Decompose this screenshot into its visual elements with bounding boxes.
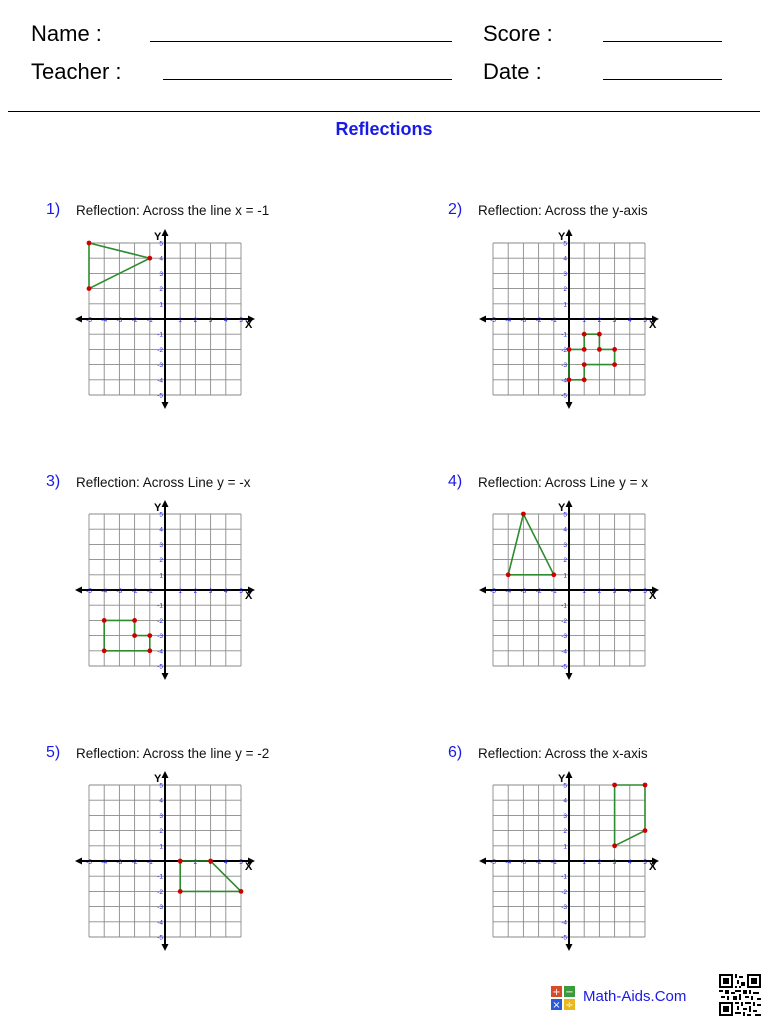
x-tick-label: 1	[582, 859, 587, 866]
y-tick-label: -3	[561, 904, 567, 912]
y-tick-label: -5	[157, 663, 163, 671]
y-tick-label: 2	[563, 286, 567, 294]
svg-text:÷: ÷	[565, 1000, 574, 1010]
y-tick-label: 1	[159, 843, 163, 851]
figure-vertex	[132, 618, 137, 623]
x-tick-label: -3	[520, 317, 527, 324]
y-tick-label: 5	[563, 240, 567, 248]
x-axis-left-arrow	[479, 858, 486, 865]
figure-vertex	[582, 377, 587, 382]
x-tick-label: -2	[535, 317, 542, 324]
x-tick-label: -4	[505, 588, 512, 595]
x-tick-label: 4	[223, 317, 228, 324]
x-tick-label: -2	[535, 859, 542, 866]
y-tick-label: 1	[563, 301, 567, 309]
y-tick-label: 1	[563, 572, 567, 580]
y-tick-label: 4	[563, 526, 567, 534]
figure-vertex	[551, 572, 556, 577]
y-axis-down-arrow	[566, 944, 573, 951]
x-axis-left-arrow	[75, 587, 82, 594]
y-tick-label: 2	[563, 828, 567, 836]
y-tick-label: -2	[561, 888, 567, 896]
x-tick-label: 5	[239, 317, 243, 324]
figure-vertex	[643, 783, 648, 788]
y-tick-label: 4	[563, 797, 567, 805]
x-tick-label: -4	[101, 588, 108, 595]
x-tick-label: -4	[101, 317, 108, 324]
y-axis-down-arrow	[566, 673, 573, 680]
x-tick-label: -4	[101, 859, 108, 866]
y-axis-down-arrow	[162, 402, 169, 409]
x-tick-label: -1	[146, 859, 153, 866]
x-tick-label: -3	[520, 859, 527, 866]
problem-2-text: Reflection: Across the y-axis	[478, 203, 648, 218]
problem-4-number: 4)	[448, 473, 463, 490]
y-tick-label: -3	[157, 904, 163, 912]
problem-1-text: Reflection: Across the line x = -1	[76, 203, 270, 218]
y-axis-down-arrow	[566, 402, 573, 409]
y-tick-label: 2	[563, 557, 567, 565]
problem-4-text: Reflection: Across Line y = x	[478, 475, 648, 490]
y-tick-label: -1	[561, 873, 567, 881]
grid-problem-2	[474, 222, 664, 414]
figure-vertex	[612, 362, 617, 367]
y-axis-up-arrow	[162, 229, 169, 236]
y-axis-down-arrow	[162, 673, 169, 680]
problem-5-number: 5)	[46, 744, 61, 761]
score-label: Score :	[483, 21, 553, 46]
date-field[interactable]	[603, 79, 722, 80]
y-tick-label: -2	[157, 346, 163, 354]
problem-1-number: 1)	[46, 201, 61, 218]
x-axis-label: X	[649, 861, 657, 873]
problem-5-text: Reflection: Across the line y = -2	[76, 746, 270, 761]
figure-vertex	[178, 859, 183, 864]
x-tick-label: -4	[505, 317, 512, 324]
date-label: Date :	[483, 59, 542, 84]
y-tick-label: -1	[157, 602, 163, 610]
x-tick-label: 1	[582, 317, 587, 324]
x-tick-label: -5	[86, 859, 92, 866]
x-tick-label: -5	[490, 588, 496, 595]
y-axis-down-arrow	[162, 944, 169, 951]
y-tick-label: -2	[157, 617, 163, 625]
figure-vertex	[567, 377, 572, 382]
score-field[interactable]	[603, 41, 722, 42]
y-axis-up-arrow	[162, 500, 169, 507]
name-field[interactable]	[150, 41, 452, 42]
y-tick-label: 2	[159, 286, 163, 294]
x-tick-label: 5	[643, 588, 647, 595]
header-divider	[8, 111, 760, 112]
x-axis-label: X	[245, 590, 253, 602]
x-axis-left-arrow	[479, 587, 486, 594]
figure-vertex	[506, 572, 511, 577]
y-tick-label: -2	[157, 888, 163, 896]
x-tick-label: 1	[178, 317, 183, 324]
y-tick-label: -4	[157, 377, 163, 385]
x-tick-label: -2	[131, 859, 138, 866]
y-tick-label: -5	[157, 392, 163, 400]
x-tick-label: -4	[505, 859, 512, 866]
x-tick-label: 5	[643, 317, 647, 324]
figure-vertex	[612, 347, 617, 352]
grid-problem-6	[474, 764, 664, 956]
figure-vertex	[132, 633, 137, 638]
x-axis-left-arrow	[75, 858, 82, 865]
y-tick-label: 3	[563, 541, 567, 549]
y-tick-label: 5	[159, 240, 163, 248]
y-tick-label: -3	[561, 362, 567, 370]
y-tick-label: -5	[561, 934, 567, 942]
x-tick-label: 5	[239, 588, 243, 595]
problem-2-number: 2)	[448, 201, 463, 218]
x-axis-label: X	[649, 590, 657, 602]
y-tick-label: 3	[159, 270, 163, 278]
x-axis-label: X	[245, 861, 253, 873]
problem-3-text: Reflection: Across Line y = -x	[76, 475, 251, 490]
figure-outline	[569, 334, 615, 380]
y-tick-label: -3	[157, 633, 163, 641]
x-tick-label: 2	[597, 859, 602, 866]
y-axis-label: Y	[154, 231, 162, 243]
figure-vertex	[102, 618, 107, 623]
figure-vertex	[521, 512, 526, 517]
y-tick-label: 5	[159, 782, 163, 790]
figure-vertex	[147, 633, 152, 638]
y-tick-label: 3	[563, 812, 567, 820]
figure-vertex	[582, 332, 587, 337]
math-aids-logo-icon	[551, 986, 575, 1010]
x-axis-label: X	[649, 319, 657, 331]
x-tick-label: 3	[208, 317, 213, 324]
x-tick-label: 1	[582, 588, 587, 595]
y-tick-label: -2	[561, 617, 567, 625]
y-tick-label: 1	[563, 843, 567, 851]
problem-6-number: 6)	[448, 744, 463, 761]
problem-3-number: 3)	[46, 473, 61, 490]
y-tick-label: -1	[157, 331, 163, 339]
y-tick-label: -5	[561, 663, 567, 671]
x-tick-label: 2	[193, 859, 198, 866]
x-tick-label: 4	[627, 588, 632, 595]
x-tick-label: -5	[86, 317, 92, 324]
y-tick-label: 4	[563, 255, 567, 263]
figure-vertex	[643, 828, 648, 833]
page-title: Reflections	[335, 119, 433, 139]
figure-vertex	[612, 843, 617, 848]
y-tick-label: 3	[563, 270, 567, 278]
x-tick-label: -2	[535, 588, 542, 595]
svg-text:+: +	[552, 987, 561, 998]
x-tick-label: 1	[178, 588, 183, 595]
x-tick-label: -3	[116, 317, 123, 324]
x-tick-label: -5	[490, 317, 496, 324]
x-tick-label: -1	[146, 588, 153, 595]
problem-6-text: Reflection: Across the x-axis	[478, 746, 648, 761]
teacher-field[interactable]	[163, 79, 452, 80]
y-tick-label: -2	[561, 346, 567, 354]
y-tick-label: 3	[159, 541, 163, 549]
x-tick-label: -2	[131, 317, 138, 324]
svg-text:×: ×	[552, 1000, 561, 1010]
y-axis-up-arrow	[566, 771, 573, 778]
x-tick-label: 4	[223, 588, 228, 595]
figure-vertex	[239, 889, 244, 894]
y-tick-label: -1	[561, 602, 567, 610]
y-tick-label: -3	[561, 633, 567, 641]
x-tick-label: -5	[490, 859, 496, 866]
figure-vertex	[208, 859, 213, 864]
x-tick-label: -3	[520, 588, 527, 595]
y-tick-label: -1	[561, 331, 567, 339]
x-tick-label: 3	[208, 588, 213, 595]
x-tick-label: 2	[193, 588, 198, 595]
y-tick-label: -4	[561, 648, 567, 656]
figure-vertex	[87, 286, 92, 291]
y-axis-label: Y	[558, 231, 566, 243]
figure-vertex	[147, 256, 152, 261]
x-tick-label: -1	[146, 317, 153, 324]
qr-code-icon	[719, 974, 761, 1016]
y-tick-label: -5	[561, 392, 567, 400]
grid-problem-4	[474, 493, 664, 685]
y-tick-label: 1	[159, 301, 163, 309]
x-axis-left-arrow	[75, 316, 82, 323]
y-tick-label: -5	[157, 934, 163, 942]
x-tick-label: 2	[597, 588, 602, 595]
x-tick-label: -2	[131, 588, 138, 595]
y-axis-label: Y	[558, 502, 566, 514]
grid-problem-5	[70, 764, 260, 956]
x-tick-label: -3	[116, 859, 123, 866]
y-axis-up-arrow	[566, 500, 573, 507]
grid-problem-3	[70, 493, 260, 685]
x-tick-label: -1	[550, 859, 557, 866]
teacher-label: Teacher :	[31, 59, 122, 84]
x-tick-label: 3	[612, 588, 617, 595]
x-tick-label: 4	[627, 317, 632, 324]
math-aids-link[interactable]: Math-Aids.Com	[583, 988, 687, 1005]
y-tick-label: 4	[159, 255, 163, 263]
x-tick-label: -3	[116, 588, 123, 595]
figure-vertex	[102, 648, 107, 653]
x-tick-label: 3	[612, 317, 617, 324]
x-tick-label: 5	[239, 859, 243, 866]
y-tick-label: -3	[157, 362, 163, 370]
x-tick-label: -1	[550, 317, 557, 324]
figure-vertex	[582, 347, 587, 352]
x-tick-label: -5	[86, 588, 92, 595]
x-axis-left-arrow	[479, 316, 486, 323]
y-tick-label: -4	[157, 648, 163, 656]
y-tick-label: 5	[159, 511, 163, 519]
x-tick-label: 4	[223, 859, 228, 866]
figure-vertex	[597, 347, 602, 352]
y-tick-label: 5	[563, 782, 567, 790]
y-axis-label: Y	[154, 773, 162, 785]
x-tick-label: 3	[612, 859, 617, 866]
figure-vertex	[567, 347, 572, 352]
svg-text:−: −	[565, 987, 574, 998]
y-tick-label: 1	[159, 572, 163, 580]
y-axis-label: Y	[558, 773, 566, 785]
figure-vertex	[87, 241, 92, 246]
x-axis-label: X	[245, 319, 253, 331]
x-tick-label: 4	[627, 859, 632, 866]
figure-vertex	[582, 362, 587, 367]
y-tick-label: -4	[561, 377, 567, 385]
y-axis-up-arrow	[162, 771, 169, 778]
y-tick-label: 2	[159, 557, 163, 565]
name-label: Name :	[31, 21, 102, 46]
y-axis-up-arrow	[566, 229, 573, 236]
y-tick-label: 3	[159, 812, 163, 820]
y-tick-label: -4	[561, 919, 567, 927]
y-tick-label: 4	[159, 526, 163, 534]
y-tick-label: 5	[563, 511, 567, 519]
x-tick-label: 2	[597, 317, 602, 324]
grid-problem-1	[70, 222, 260, 414]
figure-vertex	[612, 783, 617, 788]
x-tick-label: 2	[193, 317, 198, 324]
figure-vertex	[178, 889, 183, 894]
x-tick-label: -1	[550, 588, 557, 595]
y-tick-label: -4	[157, 919, 163, 927]
y-tick-label: 2	[159, 828, 163, 836]
y-axis-label: Y	[154, 502, 162, 514]
y-tick-label: -1	[157, 873, 163, 881]
x-tick-label: 5	[643, 859, 647, 866]
figure-vertex	[147, 648, 152, 653]
y-tick-label: 4	[159, 797, 163, 805]
figure-vertex	[597, 332, 602, 337]
